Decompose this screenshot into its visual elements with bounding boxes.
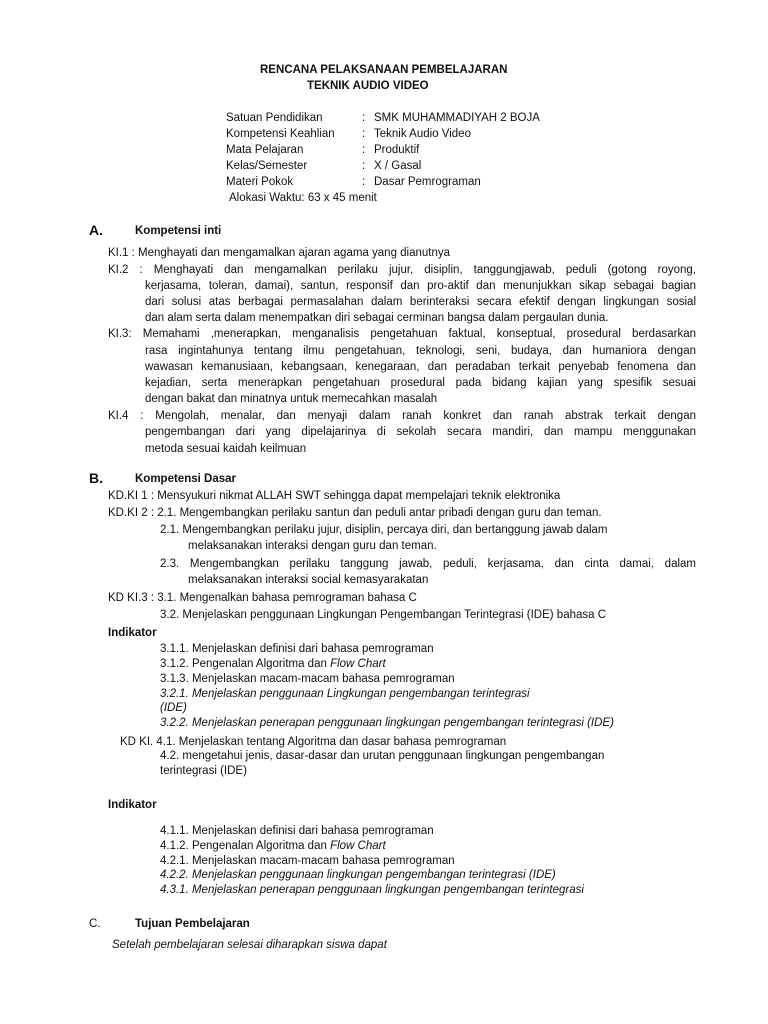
- indikator-item: 3.1.1. Menjelaskan definisi dari bahasa pemrograman: [160, 643, 434, 655]
- kd-ki-2-item: 2.3. Mengembangkan perilaku tanggung jawab, peduli, kerjasama, dan cinta damai, dalam: [160, 558, 696, 570]
- identity-row: Satuan Pendidikan : SMK MUHAMMADIYAH 2 BOJA: [226, 112, 540, 124]
- kd-ki-4-item-cont: terintegrasi (IDE): [160, 765, 247, 777]
- kd-ki-3-head: KD KI.3 : 3.1. Mengenalkan bahasa pemrograman bahasa C: [108, 592, 417, 604]
- kd-ki-1: KD.KI 1 : Mensyukuri nikmat ALLAH SWT sehingga dapat mempelajari teknik elektronika: [108, 490, 561, 502]
- indikator-item-cont: (IDE): [160, 702, 187, 714]
- indikator-item: 4.3.1. Menjelaskan penerapan penggunaan lingkungan pengembangan terintegrasi: [160, 884, 584, 896]
- indikator-item: 4.1.2. Pengenalan Algoritma dan Flow Chart: [160, 840, 386, 852]
- ki-3-line: wawasan kemanusiaan, kebangsaan, kenegaraan, dan peradaban terkait penyebab fenomena dan: [145, 361, 696, 373]
- ki-2-line: kerjasama, toleran, damai), santun, responsif dan pro-aktif dan menunjukkan sikap sebagai bagian: [145, 280, 696, 292]
- indikator-item: 4.2.2. Menjelaskan penggunaan lingkungan pengembangan terintegrasi (IDE): [160, 869, 556, 881]
- ki-2-line: KI.2 : Menghayati dan mengamalkan perilaku jujur, disiplin, tanggungjawab, peduli (gotong royong,: [108, 264, 696, 276]
- identity-row: Kompetensi Keahlian : Teknik Audio Video: [226, 128, 471, 140]
- ki-1: KI.1 : Menghayati dan mengamalkan ajaran agama yang dianutnya: [108, 247, 451, 259]
- kd-ki-3-item: 3.2. Menjelaskan penggunaan Lingkungan Pengembangan Terintegrasi (IDE) bahasa C: [160, 609, 607, 621]
- alokasi-waktu: Alokasi Waktu: 63 x 45 menit: [229, 192, 377, 204]
- kd-ki-2-item: 2.1. Mengembangkan perilaku jujur, disiplin, percaya diri, dan bertanggung jawab dalam: [160, 524, 608, 536]
- indikator-item: 4.2.1. Menjelaskan macam-macam bahasa pemrograman: [160, 855, 455, 867]
- kd-ki-4-head: KD KI. 4.1. Menjelaskan tentang Algoritma dan dasar bahasa pemrograman: [120, 736, 507, 748]
- ki-4-line: metoda sesuai kaidah keilmuan: [145, 443, 307, 455]
- indikator-item: 3.1.3. Menjelaskan macam-macam bahasa pemrograman: [160, 673, 455, 685]
- identity-row: Kelas/Semester : X / Gasal: [226, 160, 422, 172]
- section-a-letter: A.: [89, 222, 103, 238]
- tujuan-text: Setelah pembelajaran selesai diharapkan siswa dapat: [112, 939, 387, 951]
- indikator-item: 4.1.1. Menjelaskan definisi dari bahasa pemrograman: [160, 825, 434, 837]
- ki-3-line: kejadian, serta menerapkan pengetahuan prosedural pada bidang kajian yang spesifik sesuai: [145, 377, 696, 389]
- section-a-title: Kompetensi inti: [135, 225, 222, 237]
- ki-4-line: KI.4 : Mengolah, menalar, dan menyaji dalam ranah konkret dan ranah abstrak terkait dengan: [108, 410, 696, 422]
- indikator-item: 3.2.2. Menjelaskan penerapan penggunaan lingkungan pengembangan terintegrasi (IDE): [160, 717, 614, 729]
- indikator-label: Indikator: [108, 627, 157, 639]
- doc-title-line2: TEKNIK AUDIO VIDEO: [307, 80, 429, 92]
- identity-row: Materi Pokok : Dasar Pemrograman: [226, 176, 481, 188]
- kd-ki-2-item-cont: melaksanakan interaksi dengan guru dan teman.: [188, 540, 437, 552]
- ki-3-line: dengan bakat dan minatnya untuk memecahkan masalah: [145, 393, 438, 405]
- indikator-item: 3.2.1. Menjelaskan penggunaan Lingkungan pengembangan terintegrasi: [160, 688, 530, 700]
- section-b-title: Kompetensi Dasar: [135, 473, 236, 485]
- section-c-letter: C.: [89, 918, 101, 930]
- indikator-label: Indikator: [108, 799, 157, 811]
- doc-title-line1: RENCANA PELAKSANAAN PEMBELAJARAN: [260, 64, 508, 76]
- ki-3-line: rasa ingintahunya tentang ilmu pengetahuan, teknologi, seni, budaya, dan humaniora dengan: [145, 345, 696, 357]
- section-b-letter: B.: [89, 470, 103, 486]
- kd-ki-2-item-cont: melaksanakan interaksi social kemasyarakatan: [188, 574, 429, 586]
- identity-row: Mata Pelajaran : Produktif: [226, 144, 420, 156]
- ki-2-line: dan alam serta dalam menempatkan diri sebagai cerminan bangsa dalam pergaulan dunia.: [145, 312, 609, 324]
- indikator-item: 3.1.2. Pengenalan Algoritma dan Flow Chart: [160, 658, 386, 670]
- kd-ki-2-head: KD.KI 2 : 2.1. Mengembangkan perilaku santun dan peduli antar pribadi dengan guru dan teman.: [108, 507, 602, 519]
- section-c-title: Tujuan Pembelajaran: [135, 918, 250, 930]
- ki-3-line: KI.3: Memahami ,menerapkan, menganalisis pengetahuan faktual, konseptual, prosedural berdasarkan: [108, 328, 696, 340]
- ki-4-line: pengembangan dari yang dipelajarinya di sekolah secara mandiri, dan mampu menggunakan: [145, 426, 696, 438]
- ki-2-line: dari solusi atas berbagai permasalahan dalam berinteraksi secara efektif dengan lingkungan sosial: [145, 296, 696, 308]
- kd-ki-4-item: 4.2. mengetahui jenis, dasar-dasar dan urutan penggunaan lingkungan pengembangan: [160, 750, 605, 762]
